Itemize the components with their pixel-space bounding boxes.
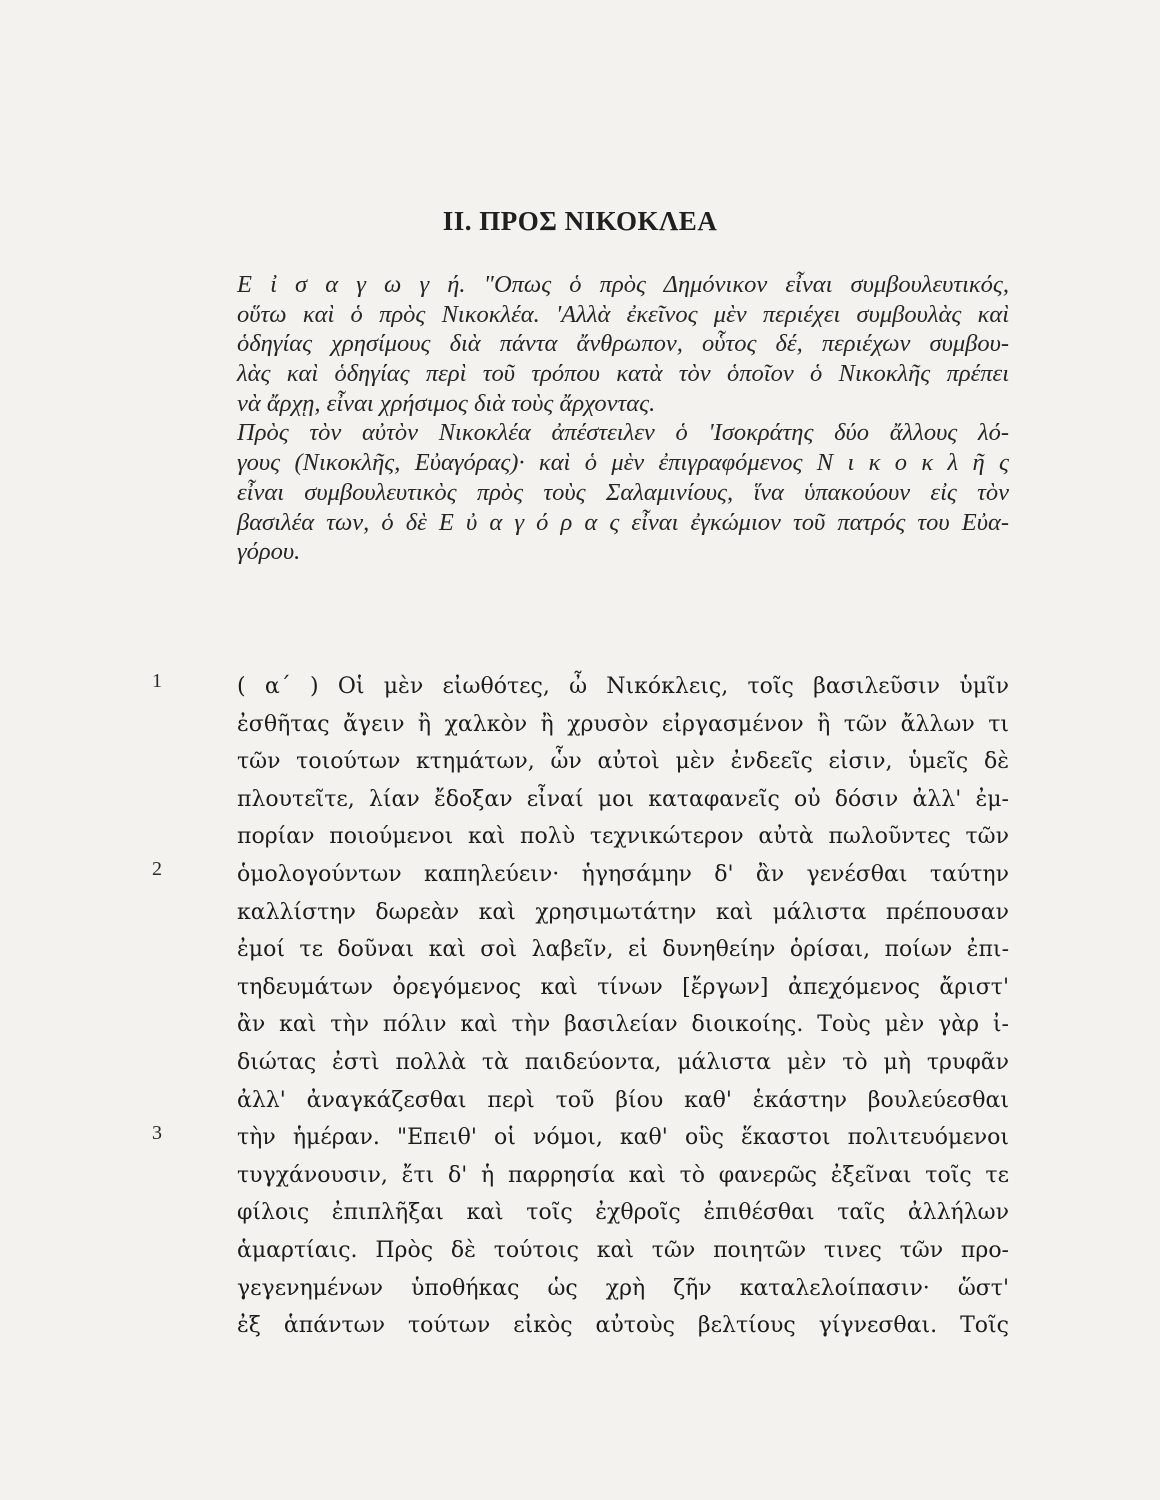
text-line: πλουτεῖτε, λίαν ἔδοξαν εἶναί μοι καταφανεῖς οὐ δόσιν ἀλλ' ἐμ- (237, 786, 1009, 812)
intro-line: οὕτω καὶ ὁ πρὸς Νικοκλέα. 'Αλλὰ ἐκεῖνος μὲν περιέχει συμβουλὰς καὶ (237, 300, 1009, 328)
text-line: τὴν ἡμέραν. "Επειθ' οἱ νόμοι, καθ' οὓς ἕκαστοι πολιτευόμενοι (237, 1125, 1009, 1151)
intro-line: ὁδηγίας χρησίμους διὰ πάντα ἄνθρωπον, οὗτος δέ, περιέχων συμβου- (237, 330, 1009, 358)
intro-line: εἶναι συμβουλευτικὸς πρὸς τοὺς Σαλαμινίους, ἵνα ὑπακούουν εἰς τὸν (237, 478, 1009, 506)
text-line: ἐμοί τε δοῦναι καὶ σοὶ λαβεῖν, εἰ δυνηθείην ὁρίσαι, ποίων ἐπι- (237, 937, 1009, 963)
intro-line: Ε ἰ σ α γ ω γ ή. "Οπως ὁ πρὸς Δημόνικον εἶναι συμβουλευτικός, (237, 271, 1009, 298)
text-line: ( α΄ ) Οἱ μὲν εἰωθότες, ὦ Νικόκλεις, τοῖς βασιλεῦσιν ὑμῖν (237, 674, 1009, 699)
text-line: φίλοις ἐπιπλῆξαι καὶ τοῖς ἐχθροῖς ἐπιθέσθαι ταῖς ἀλλήλων (237, 1200, 1009, 1226)
intro-line: βασιλέα των, ὁ δὲ Ε ὐ α γ ό ρ α ς εἶναι ἐγκώμιον τοῦ πατρός του Εὐα- (237, 508, 1009, 536)
text-line: καλλίστην δωρεὰν καὶ χρησιμωτάτην καὶ μάλιστα πρέπουσαν (237, 899, 1009, 925)
text-line: ὁμολογούντων καπηλεύειν· ἡγησάμην δ' ἂν γενέσθαι ταύτην (237, 861, 1009, 887)
intro-line: νὰ ἄρχῃ, εἶναι χρήσιμος διὰ τοὺς ἄρχοντας. (237, 389, 656, 417)
introduction (237, 270, 1009, 567)
intro-line: Πρὸς τὸν αὐτὸν Νικοκλέα ἀπέστειλεν ὁ 'Ισοκράτης δύο ἄλλους λό- (237, 419, 1009, 447)
text-line: ἀλλ' ἀναγκάζεσθαι περὶ τοῦ βίου καθ' ἑκάστην βουλεύεσθαι (237, 1087, 1009, 1113)
section-number: 1 (152, 670, 162, 692)
chapter-title: II. ΠΡΟΣ ΝΙΚΟΚΛΕΑ (442, 206, 718, 236)
text-line: γεγενημένων ὑποθήκας ὡς χρὴ ζῆν καταλελοίπασιν· ὥστ' (237, 1275, 1009, 1301)
text-line: τηδευμάτων ὀρεγόμενος καὶ τίνων [ἔργων] ἀπεχόμενος ἄριστ' (237, 974, 1009, 1000)
text-line: ἐξ ἁπάντων τούτων εἰκὸς αὐτοὺς βελτίους γίγνεσθαι. Τοῖς (237, 1313, 1009, 1339)
text-line: ἐσθῆτας ἄγειν ἢ χαλκὸν ἢ χρυσὸν εἰργασμένον ἢ τῶν ἄλλων τι (237, 711, 1009, 737)
main-text (237, 668, 1009, 1345)
text-line: τῶν τοιούτων κτημάτων, ὧν αὐτοὶ μὲν ἐνδεεῖς εἰσιν, ὑμεῖς δὲ (237, 749, 1009, 775)
text-line: πορίαν ποιούμενοι καὶ πολὺ τεχνικώτερον αὐτὰ πωλοῦντες τῶν (237, 824, 1009, 850)
section-number: 2 (152, 858, 162, 880)
intro-line: λὰς καὶ ὁδηγίας περὶ τοῦ τρόπου κατὰ τὸν ὁποῖον ὁ Νικοκλῆς πρέπει (237, 360, 1009, 388)
intro-line: γους (Νικοκλῆς, Εὐαγόρας)· καὶ ὁ μὲν ἐπιγραφόμενος Ν ι κ ο κ λ ῆ ς (237, 449, 1009, 477)
intro-line: γόρου. (237, 538, 301, 566)
text-line: ἂν καὶ τὴν πόλιν καὶ τὴν βασιλείαν διοικοίης. Τοὺς μὲν γὰρ ἰ- (237, 1012, 1009, 1038)
text-line: διώτας ἐστὶ πολλὰ τὰ παιδεύοντα, μάλιστα μὲν τὸ μὴ τρυφᾶν (237, 1049, 1009, 1075)
text-line: ἁμαρτίαις. Πρὸς δὲ τούτοις καὶ τῶν ποιητῶν τινες τῶν προ- (237, 1237, 1009, 1263)
section-number: 3 (152, 1122, 162, 1144)
text-line: τυγχάνουσιν, ἔτι δ' ἡ παρρησία καὶ τὸ φανερῶς ἐξεῖναι τοῖς τε (237, 1162, 1009, 1188)
